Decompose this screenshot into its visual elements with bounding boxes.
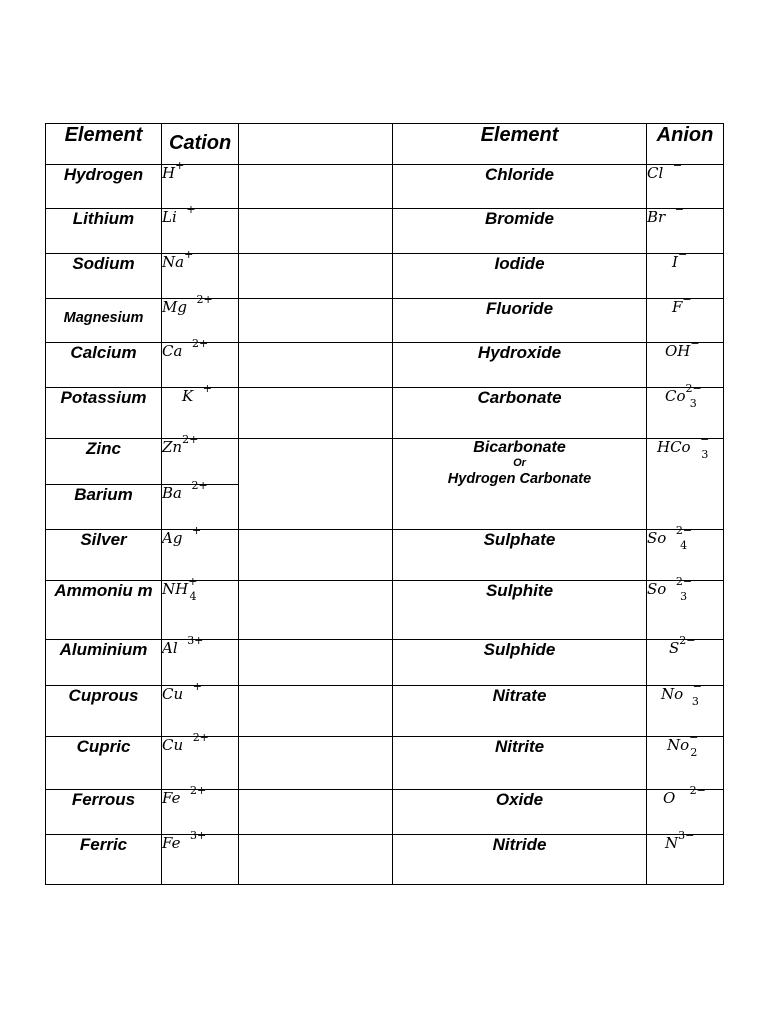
table-row (46, 790, 724, 835)
anion-formula: No −$_3$ (647, 686, 724, 737)
anion-name-bicarbonate (393, 439, 647, 530)
anion-name: Chloride (393, 165, 647, 209)
anion-name-alt: Hydrogen Carbonate (447, 471, 592, 487)
blank-cell (239, 790, 393, 835)
header-anion: Anion (647, 124, 724, 165)
blank-cell (239, 343, 393, 388)
cation-formula: Cu + (162, 686, 239, 737)
anion-formula: HCo −$_3$ (647, 439, 724, 530)
cation-name: Ammoniu m (46, 581, 162, 640)
cation-formula: Fe $^{3+}$ (162, 835, 239, 885)
blank-cell (239, 439, 393, 530)
cation-formula: Ag + (162, 530, 239, 581)
anion-formula: OH− (647, 343, 724, 388)
cation-formula: H+ (162, 165, 239, 209)
cation-formula: Cu $^{2+}$ (162, 737, 239, 790)
cation-formula: Ba $^{2+}$ (162, 485, 239, 530)
anion-formula: So $^{2-}_3$ (647, 581, 724, 640)
cation-formula: Mg $^{2+}$ (162, 299, 239, 343)
anion-name: Sulphate (393, 530, 647, 581)
blank-cell (239, 165, 393, 209)
blank-cell (239, 640, 393, 686)
anion-name: Fluoride (393, 299, 647, 343)
blank-cell (239, 686, 393, 737)
cation-name: Ferrous (46, 790, 162, 835)
anion-name: Oxide (393, 790, 647, 835)
cation-name: Hydrogen (46, 165, 162, 209)
cation-formula: Ca $^{2+}$ (162, 343, 239, 388)
header-row (46, 124, 724, 165)
blank-cell (239, 209, 393, 254)
cation-name: Barium (46, 485, 162, 530)
anion-formula: $S^{2-}$ (647, 640, 724, 686)
table-row (46, 640, 724, 686)
cation-name: Sodium (46, 254, 162, 299)
table-row (46, 299, 724, 343)
table-row (46, 209, 724, 254)
cation-name: Calcium (46, 343, 162, 388)
cation-name: Cuprous (46, 686, 162, 737)
header-element-right: Element (393, 124, 647, 165)
blank-cell (239, 299, 393, 343)
cation-formula: $NH^+_4$ (162, 581, 239, 640)
blank-cell (239, 581, 393, 640)
anion-name: Nitride (393, 835, 647, 885)
anion-name: Carbonate (393, 388, 647, 439)
blank-cell (239, 254, 393, 299)
table-row (46, 835, 724, 885)
cation-name: Silver (46, 530, 162, 581)
cation-name: Zinc (46, 439, 162, 485)
header-cation: Cation (162, 124, 239, 165)
anion-name: Hydroxide (393, 343, 647, 388)
anion-name: Sulphite (393, 581, 647, 640)
anion-formula: So $^{2-}_4$ (647, 530, 724, 581)
blank-cell (239, 737, 393, 790)
cation-formula: Al $^{3+}$ (162, 640, 239, 686)
cation-formula: K + (162, 388, 239, 439)
blank-cell (239, 835, 393, 885)
cation-name: Aluminium (46, 640, 162, 686)
anion-formula: $Co^{2-}_3$ (647, 388, 724, 439)
table-row (46, 737, 724, 790)
anion-name: Nitrate (393, 686, 647, 737)
cation-formula: Na+ (162, 254, 239, 299)
anion-formula: F− (647, 299, 724, 343)
cation-name: Lithium (46, 209, 162, 254)
ions-table (45, 123, 724, 885)
cation-name: Magnesium (46, 299, 162, 343)
cation-formula: $Zn^{2+}$ (162, 439, 239, 485)
blank-cell (239, 124, 393, 165)
anion-formula: Cl − (647, 165, 724, 209)
anion-formula: $N^{3-}$ (647, 835, 724, 885)
blank-cell (239, 388, 393, 439)
anion-formula: $No^-_2$ (647, 737, 724, 790)
table-row (46, 388, 724, 439)
table-row (46, 530, 724, 581)
table-row (46, 343, 724, 388)
table-row (46, 439, 724, 485)
anion-name: Sulphide (393, 640, 647, 686)
cation-name: Cupric (46, 737, 162, 790)
anion-name: Bromide (393, 209, 647, 254)
anion-formula: O $^{2-}$ (647, 790, 724, 835)
anion-name-or: Or (513, 457, 526, 469)
anion-formula: I− (647, 254, 724, 299)
anion-name: Nitrite (393, 737, 647, 790)
anion-formula: Br − (647, 209, 724, 254)
header-element-left: Element (46, 124, 162, 165)
table-row (46, 254, 724, 299)
blank-cell (239, 530, 393, 581)
anion-name: Bicarbonate (473, 439, 566, 456)
table-row (46, 581, 724, 640)
cation-formula: Li + (162, 209, 239, 254)
anion-name: Iodide (393, 254, 647, 299)
cation-formula: Fe $^{2+}$ (162, 790, 239, 835)
cation-name: Potassium (46, 388, 162, 439)
table-row (46, 165, 724, 209)
table-row (46, 686, 724, 737)
cation-name: Ferric (46, 835, 162, 885)
